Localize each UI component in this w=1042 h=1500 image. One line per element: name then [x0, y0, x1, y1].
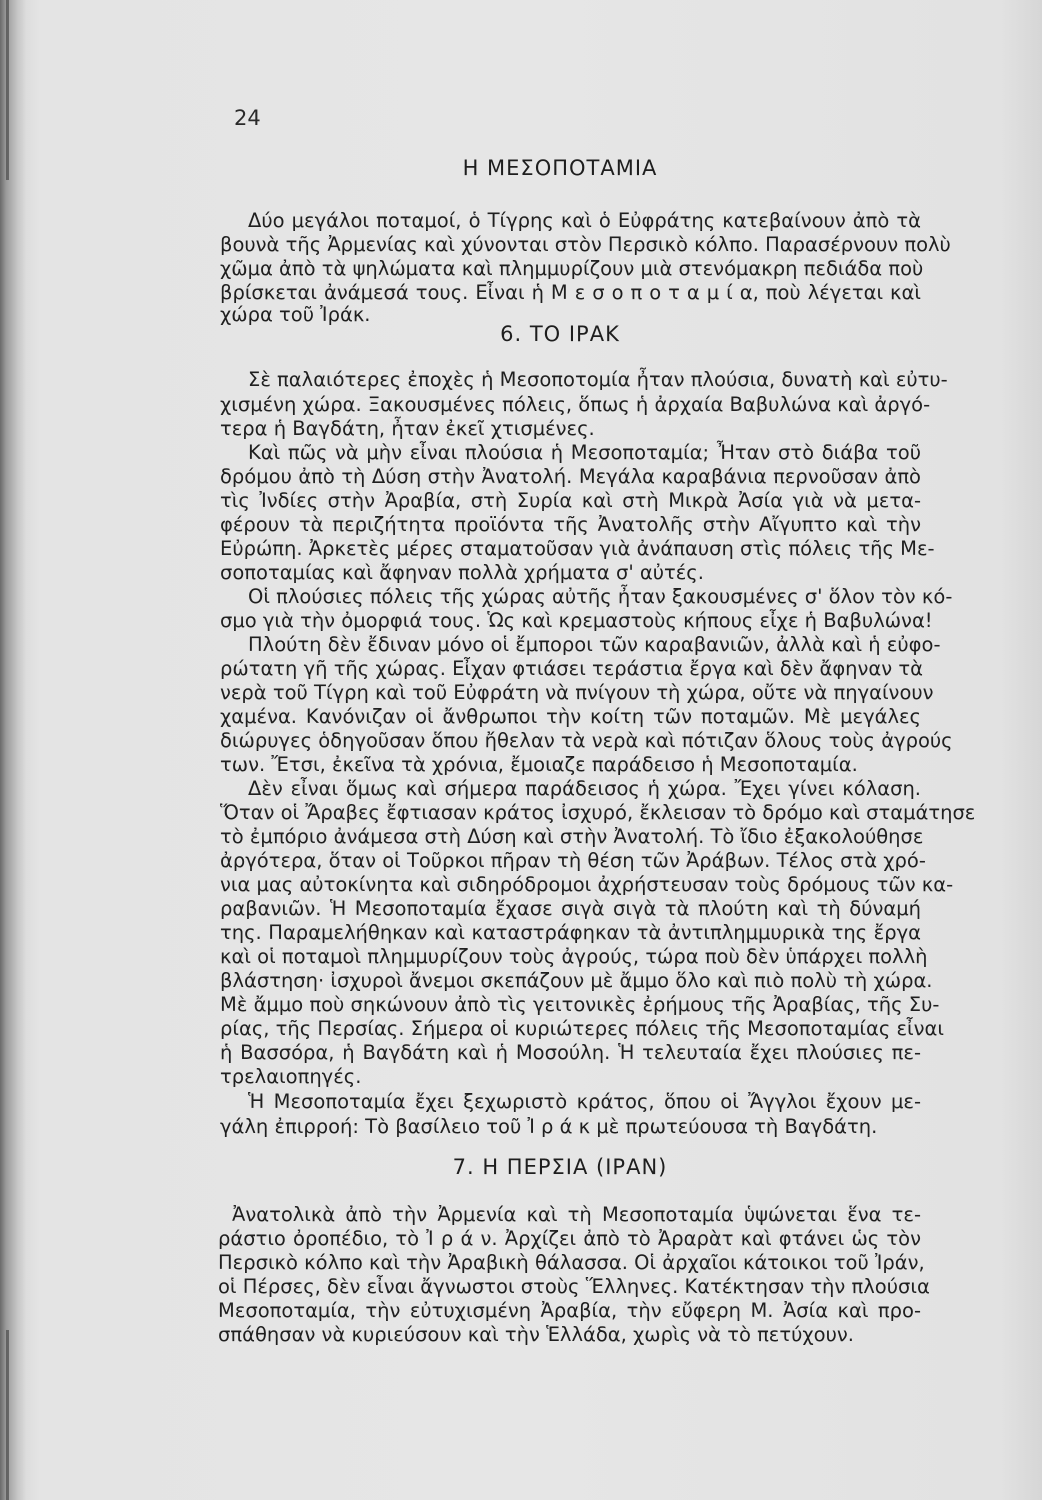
text-line: χισμένη χώρα. Ξακουσμένες πόλεις, ὅπως ἡ ἀρχαία Βαβυλώνα καὶ ἀργό-: [220, 393, 931, 416]
text-line: χῶμα ἀπὸ τὰ ψηλώματα καὶ πλημμυρίζουν μιὰ στενόμακρη πεδιάδα ποὺ: [220, 257, 924, 280]
text-line: νια μας αὐτοκίνητα καὶ σιδηρόδρομοι ἀχρήστευσαν τοὺς δρόμους τῶν κα-: [220, 873, 954, 896]
text-line: Ἀνατολικὰ ἀπὸ τὴν Ἀρμενία καὶ τὴ Μεσοποταμία ὑψώνεται ἕνα τε-: [232, 1203, 921, 1226]
text-line: Πλούτη δὲν ἔδιναν μόνο οἱ ἔμποροι τῶν καραβανιῶν, ἀλλὰ καὶ ἡ εὐφο-: [248, 633, 941, 656]
text-line: καὶ οἱ ποταμοὶ πλημμυρίζουν τοὺς ἀγρούς, τώρα ποὺ δὲν ὑπάρχει πολλὴ: [220, 945, 928, 968]
persia-heading: 7. Η ΠΕΡΣΙΑ (ΙΡΑΝ): [452, 1155, 668, 1179]
text-line: Δὲν εἶναι ὅμως καὶ σήμερα παράδεισος ἡ χώρα. Ἔχει γίνει κόλαση.: [248, 777, 921, 800]
text-line: Μὲ ἄμμο ποὺ σηκώνουν ἀπὸ τὶς γειτονικὲς ἐρήμους τῆς Ἀραβίας, τῆς Συ-: [220, 993, 940, 1016]
text-line: τερα ἡ Βαγδάτη, ἦταν ἐκεῖ χτισμένες.: [220, 417, 595, 440]
text-line: δρόμου ἀπὸ τὴ Δύση στὴν Ἀνατολή. Μεγάλα καραβάνια περνοῦσαν ἀπὸ: [220, 465, 921, 488]
text-line: Εὐρώπη. Ἀρκετὲς μέρες σταματοῦσαν γιὰ ἀνάπαυση στὶς πόλεις τῆς Με-: [220, 537, 935, 560]
text-line: Ὅταν οἱ Ἄραβες ἔφτιασαν κράτος ἰσχυρό, ἔκλεισαν τὸ δρόμο καὶ σταμάτησε: [220, 801, 976, 824]
text-line: οἱ Πέρσες, δὲν εἶναι ἄγνωστοι στοὺς Ἕλληνες. Κατέκτησαν τὴν πλούσια: [218, 1275, 930, 1298]
text-line: Καὶ πῶς νὰ μὴν εἶναι πλούσια ἡ Μεσοποταμία; Ἦταν στὸ διάβα τοῦ: [248, 441, 921, 464]
text-line: τρελαιοπηγές.: [220, 1065, 362, 1088]
text-line: γάλη ἐπιρροή: Τὸ βασίλειο τοῦ Ἰ ρ ά κ μὲ πρωτεύουσα τὴ Βαγδάτη.: [220, 1115, 878, 1138]
text-line: βουνὰ τῆς Ἀρμενίας καὶ χύνονται στὸν Περσικὸ κόλπο. Παρασέρνουν πολὺ: [220, 233, 951, 256]
text-line: βρίσκεται ἀνάμεσά τους. Εἶναι ἡ Μ ε σ ο π ο τ α μ ί α, ποὺ λέγεται καὶ: [220, 281, 921, 304]
binding-shadow: [6, 1330, 9, 1500]
section-title: Η ΜΕΣΟΠΟΤΑΜΙΑ: [462, 156, 658, 180]
text-line: τὸ ἐμπόριο ἀνάμεσα στὴ Δύση καὶ στὴν Ἀνατολή. Τὸ ἴδιο ἐξακολούθησε: [220, 825, 924, 848]
binding-shadow: [6, 0, 9, 180]
text-line: χώρα τοῦ Ἰράκ.: [220, 303, 371, 326]
text-line: σπάθησαν νὰ κυριεύσουν καὶ τὴν Ἑλλάδα, χωρὶς νὰ τὸ πετύχουν.: [218, 1323, 854, 1346]
text-line: νερὰ τοῦ Τίγρη καὶ τοῦ Εὐφράτη νὰ πνίγουν τὴ χώρα, οὔτε νὰ πηγαίνουν: [220, 681, 934, 704]
text-line: τὶς Ἰνδίες στὴν Ἀραβία, στὴ Συρία καὶ στὴ Μικρὰ Ἀσία γιὰ νὰ μετα-: [220, 489, 921, 512]
text-line: σοποταμίας καὶ ἄφηναν πολλὰ χρήματα σ' αὐτές.: [220, 561, 704, 584]
text-line: ρίας, τῆς Περσίας. Σήμερα οἱ κυριώτερες πόλεις τῆς Μεσοποταμίας εἶναι: [220, 1017, 944, 1040]
text-line: Περσικὸ κόλπο καὶ τὴν Ἀραβικὴ θάλασσα. Οἱ ἀρχαῖοι κάτοικοι τοῦ Ἰράν,: [218, 1251, 925, 1274]
text-line: ρώτατη γῆ τῆς χώρας. Εἶχαν φτιάσει τεράστια ἔργα καὶ δὲν ἄφηναν τὰ: [220, 657, 923, 680]
text-line: Δύο μεγάλοι ποταμοί, ὁ Τίγρης καὶ ὁ Εὐφράτης κατεβαίνουν ἀπὸ τὰ: [248, 209, 921, 232]
text-line: ἡ Βασσόρα, ἡ Βαγδάτη καὶ ἡ Μοσούλη. Ἡ τελευταία ἔχει πλούσιες πε-: [220, 1041, 921, 1064]
text-line: βλάστηση· ἰσχυροὶ ἄνεμοι σκεπάζουν μὲ ἄμμο ὅλο καὶ πιὸ πολὺ τὴ χώρα.: [220, 969, 933, 992]
text-line: ράστιο ὀροπέδιο, τὸ Ἰ ρ ά ν. Ἀρχίζει ἀπὸ τὸ Ἀραρὰτ καὶ φτάνει ὡς τὸν: [218, 1227, 921, 1250]
text-line: ραβανιῶν. Ἡ Μεσοποταμία ἔχασε σιγὰ σιγὰ τὰ πλούτη καὶ τὴ δύναμή: [220, 897, 921, 920]
text-line: χαμένα. Κανόνιζαν οἱ ἄνθρωποι τὴν κοίτη τῶν ποταμῶν. Μὲ μεγάλες: [220, 705, 921, 728]
text-line: διώρυγες ὁδηγοῦσαν ὅπου ἤθελαν τὰ νερὰ καὶ πότιζαν ὅλους τοὺς ἀγρούς: [220, 729, 953, 752]
text-line: Ἡ Μεσοποταμία ἔχει ξεχωριστὸ κράτος, ὅπου οἱ Ἄγγλοι ἔχουν με-: [248, 1090, 921, 1113]
text-line: της. Παραμελήθηκαν καὶ καταστράφηκαν τὰ ἀντιπλημμυρικὰ της ἔργα: [220, 921, 921, 944]
iraq-heading: 6. ΤΟ ΙΡΑΚ: [500, 322, 620, 346]
text-line: σμο γιὰ τὴν ὀμορφιά τους. Ὡς καὶ κρεμαστοὺς κήπους εἶχε ἡ Βαβυλώνα!: [220, 609, 933, 632]
text-line: Οἱ πλούσιες πόλεις τῆς χώρας αὐτῆς ἦταν ξακουσμένες σ' ὅλον τὸν κό-: [248, 585, 953, 608]
text-line: Σὲ παλαιότερες ἐποχὲς ἡ Μεσοποτομία ἦταν πλούσια, δυνατὴ καὶ εὐτυ-: [248, 368, 948, 391]
page-number: 24: [234, 106, 261, 130]
text-line: Μεσοποταμία, τὴν εὐτυχισμένη Ἀραβία, τὴν εὔφερη Μ. Ἀσία καὶ προ-: [218, 1299, 921, 1322]
page-binding-edge: [0, 0, 26, 1500]
text-line: ἀργότερα, ὅταν οἱ Τοῦρκοι πῆραν τὴ θέση τῶν Ἀράβων. Τέλος στὰ χρό-: [220, 849, 926, 872]
text-line: φέρουν τὰ περιζήτητα προϊόντα τῆς Ἀνατολῆς στὴν Αἴγυπτο καὶ τὴν: [220, 513, 921, 536]
text-line: των. Ἔτσι, ἐκεῖνα τὰ χρόνια, ἔμοιαζε παράδεισο ἡ Μεσοποταμία.: [220, 753, 858, 776]
